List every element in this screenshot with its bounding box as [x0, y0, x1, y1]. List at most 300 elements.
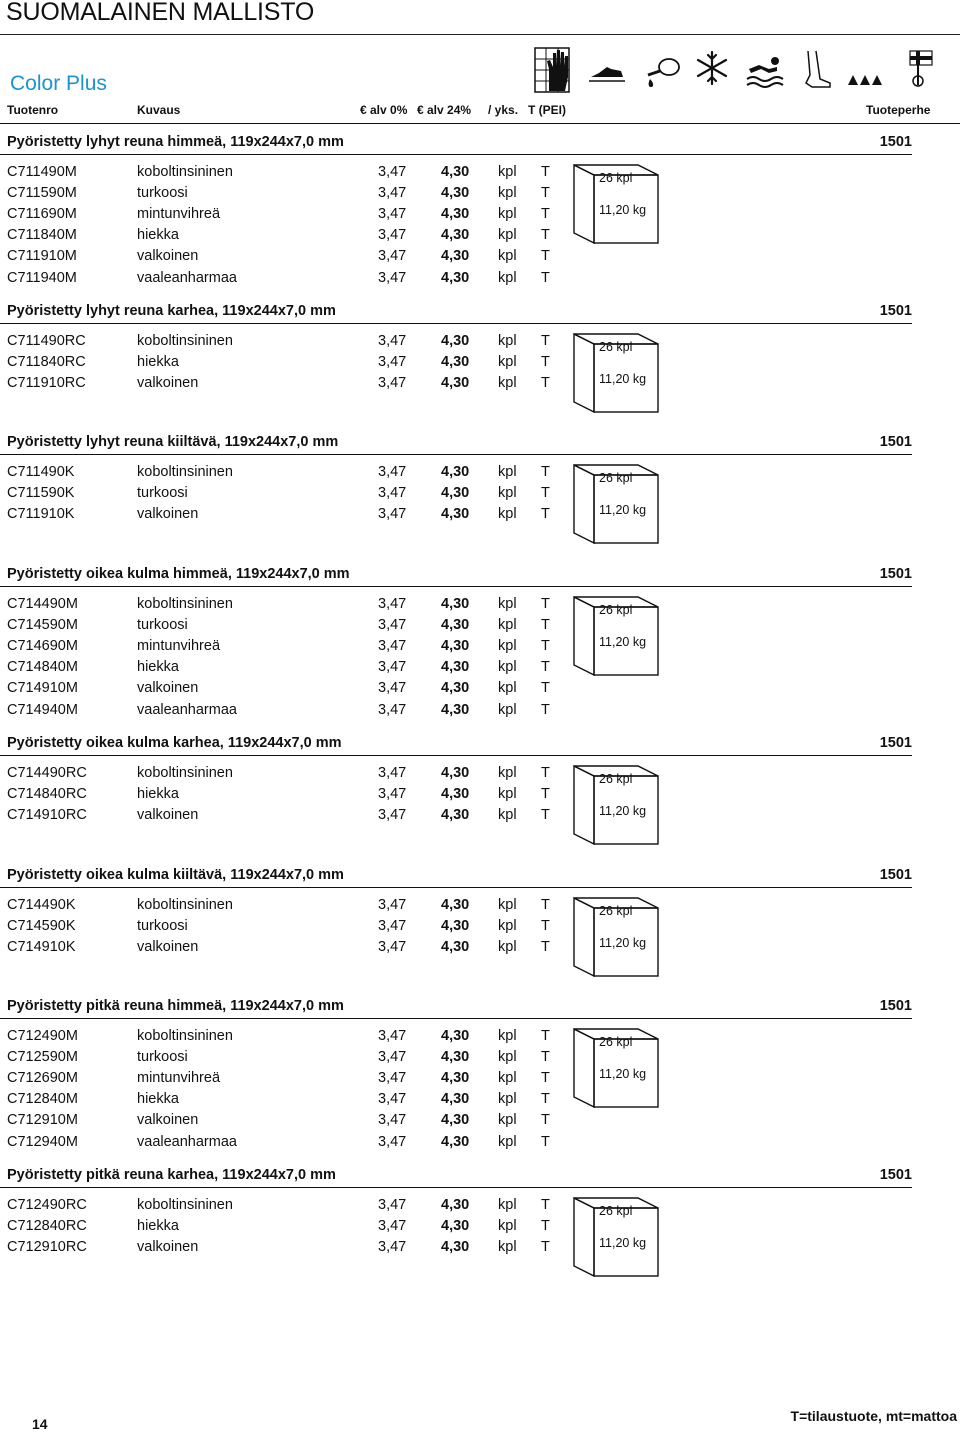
frost-icon [694, 47, 730, 93]
price-vat0: 3,47 [378, 185, 407, 202]
pei-class: T [541, 765, 550, 781]
product-code: C714910K [7, 939, 76, 956]
price-vat24: 4,30 [441, 248, 470, 265]
table-row [0, 464, 560, 485]
unit: kpl [498, 164, 517, 180]
pei-class: T [541, 1070, 550, 1087]
product-code: C712910RC [7, 1239, 87, 1256]
column-header-price-vat24: € alv 24% [417, 103, 472, 117]
price-vat0: 3,47 [378, 1218, 407, 1235]
section-title: Pyöristetty lyhyt reuna karhea, 119x244x7,0 mm [7, 303, 336, 319]
product-description: mintunvihreä [137, 1070, 221, 1087]
pei-class: T [541, 680, 550, 697]
price-vat24: 4,30 [441, 485, 470, 502]
product-description: valkoinen [137, 680, 199, 697]
product-code: C714940M [7, 701, 78, 718]
price-vat24: 4,30 [441, 659, 470, 676]
column-header-description: Kuvaus [137, 103, 181, 117]
header-divider [0, 123, 960, 124]
price-vat24: 4,30 [441, 680, 470, 697]
pei-class: T [541, 1091, 550, 1108]
package-count: 26 kpl [599, 1035, 633, 1049]
price-vat0: 3,47 [378, 206, 407, 223]
table-row [0, 659, 560, 680]
swimming-pool-icon [745, 47, 785, 93]
section-product-family: 1501 [879, 303, 912, 319]
unit: kpl [498, 939, 517, 956]
brand-title: Color Plus [10, 72, 107, 95]
pei-class: T [541, 248, 550, 265]
price-vat0: 3,47 [378, 375, 407, 392]
pei-class: T [541, 638, 550, 655]
table-row [0, 807, 560, 828]
unit: kpl [498, 185, 517, 202]
product-code: C712940M [7, 1133, 78, 1150]
price-vat24: 4,30 [441, 354, 470, 371]
table-row [0, 206, 560, 227]
package-count: 26 kpl [599, 772, 633, 786]
pei-class: T [541, 227, 550, 244]
table-row [0, 164, 560, 185]
table-row [0, 702, 560, 723]
product-description: hiekka [137, 1091, 179, 1108]
product-code: C711690M [7, 206, 77, 223]
unit: kpl [498, 807, 517, 824]
product-description: valkoinen [137, 1239, 199, 1256]
section-title: Pyöristetty lyhyt reuna himmeä, 119x244x7,0 mm [7, 134, 344, 150]
glove-hand-icon [545, 47, 571, 93]
unit: kpl [498, 680, 517, 697]
product-code: C711490RC [7, 333, 86, 349]
page-title: SUOMALAINEN MALLISTO [6, 0, 315, 26]
product-description: koboltinsininen [137, 1197, 233, 1213]
product-description: hiekka [137, 786, 179, 803]
pei-class: T [541, 485, 550, 502]
product-description: koboltinsininen [137, 1028, 233, 1044]
price-vat0: 3,47 [378, 333, 407, 349]
unit: kpl [498, 464, 517, 480]
price-vat24: 4,30 [441, 596, 470, 612]
price-vat24: 4,30 [441, 1239, 470, 1256]
unit: kpl [498, 786, 517, 803]
product-code: C714590K [7, 918, 76, 935]
unit: kpl [498, 1239, 517, 1256]
table-row [0, 680, 560, 701]
package-count: 26 kpl [599, 340, 633, 354]
section-product-family: 1501 [879, 434, 912, 450]
price-vat24: 4,30 [441, 897, 470, 913]
price-vat24: 4,30 [441, 164, 470, 180]
unit: kpl [498, 1028, 517, 1044]
unit: kpl [498, 918, 517, 935]
page-number: 14 [32, 1416, 48, 1432]
price-vat24: 4,30 [441, 701, 470, 718]
finnish-key-flag-icon [902, 47, 938, 93]
price-vat0: 3,47 [378, 807, 407, 824]
product-code: C714590M [7, 617, 78, 634]
package-box [572, 463, 662, 553]
product-description: vaaleanharmaa [137, 1133, 237, 1150]
price-vat0: 3,47 [378, 596, 407, 612]
price-vat24: 4,30 [441, 269, 470, 286]
package-weight: 11,20 kg [599, 1236, 647, 1250]
product-description: valkoinen [137, 248, 199, 265]
unit: kpl [498, 1091, 517, 1108]
unit: kpl [498, 1218, 517, 1235]
price-vat0: 3,47 [378, 1049, 407, 1066]
section-product-family: 1501 [879, 735, 912, 751]
product-code: C714910RC [7, 807, 87, 824]
package-box [572, 764, 662, 854]
price-vat0: 3,47 [378, 918, 407, 935]
table-row [0, 1218, 560, 1239]
product-description: turkoosi [137, 918, 188, 935]
table-row [0, 638, 560, 659]
price-vat0: 3,47 [378, 638, 407, 655]
price-vat24: 4,30 [441, 1070, 470, 1087]
stain-resistance-icon [642, 47, 682, 93]
product-code: C712590M [7, 1049, 78, 1066]
pei-class: T [541, 269, 550, 286]
unit: kpl [498, 638, 517, 655]
product-code: C714690M [7, 638, 78, 655]
product-code: C714840RC [7, 786, 87, 803]
product-description: koboltinsininen [137, 897, 233, 913]
shoe-slip-icon [589, 47, 625, 93]
product-code: C712490M [7, 1028, 78, 1044]
section-product-family: 1501 [879, 998, 912, 1014]
price-vat24: 4,30 [441, 375, 470, 392]
unit: kpl [498, 354, 517, 371]
package-count: 26 kpl [599, 1204, 633, 1218]
product-description: mintunvihreä [137, 206, 221, 223]
product-description: valkoinen [137, 506, 199, 523]
product-code: C714490RC [7, 765, 87, 781]
unit: kpl [498, 1070, 517, 1087]
price-vat24: 4,30 [441, 1049, 470, 1066]
table-row [0, 506, 560, 527]
section-product-family: 1501 [879, 1167, 912, 1183]
pei-class: T [541, 659, 550, 676]
product-description: turkoosi [137, 617, 188, 634]
product-description: koboltinsininen [137, 164, 233, 180]
price-vat24: 4,30 [441, 918, 470, 935]
unit: kpl [498, 1112, 517, 1129]
price-vat0: 3,47 [378, 1239, 407, 1256]
product-description: turkoosi [137, 485, 188, 502]
section-header [0, 433, 912, 455]
product-code: C711490M [7, 164, 77, 180]
pei-class: T [541, 1197, 550, 1213]
pei-class: T [541, 185, 550, 202]
package-weight: 11,20 kg [599, 936, 647, 950]
price-vat24: 4,30 [441, 939, 470, 956]
abrasion-triangles-icon [846, 47, 886, 93]
package-count: 26 kpl [599, 904, 633, 918]
price-vat0: 3,47 [378, 1070, 407, 1087]
section-title: Pyöristetty pitkä reuna himmeä, 119x244x7,0 mm [7, 998, 344, 1014]
product-code: C711490K [7, 464, 75, 480]
unit: kpl [498, 506, 517, 523]
section-header [0, 1166, 912, 1188]
price-vat0: 3,47 [378, 354, 407, 371]
pei-class: T [541, 1112, 550, 1129]
pei-class: T [541, 375, 550, 392]
title-divider [0, 34, 960, 35]
pei-class: T [541, 1049, 550, 1066]
product-code: C714840M [7, 659, 78, 676]
price-vat0: 3,47 [378, 897, 407, 913]
price-vat0: 3,47 [378, 485, 407, 502]
table-row [0, 1239, 560, 1260]
column-header-price-vat0: € alv 0% [360, 103, 408, 117]
column-header-product-family: Tuoteperhe [866, 103, 931, 117]
section-title: Pyöristetty pitkä reuna karhea, 119x244x7,0 mm [7, 1167, 336, 1183]
price-vat0: 3,47 [378, 248, 407, 265]
package-box [572, 332, 662, 422]
product-code: C714490K [7, 897, 76, 913]
price-vat24: 4,30 [441, 638, 470, 655]
price-vat0: 3,47 [378, 786, 407, 803]
package-count: 26 kpl [599, 471, 633, 485]
section-header [0, 734, 912, 756]
table-row [0, 227, 560, 248]
product-description: turkoosi [137, 185, 188, 202]
product-code: C711910RC [7, 375, 86, 392]
product-code: C711910M [7, 248, 77, 265]
unit: kpl [498, 596, 517, 612]
product-description: valkoinen [137, 807, 199, 824]
section-title: Pyöristetty lyhyt reuna kiiltävä, 119x244x7,0 mm [7, 434, 339, 450]
pei-class: T [541, 596, 550, 612]
table-row [0, 786, 560, 807]
package-weight: 11,20 kg [599, 1067, 647, 1081]
product-description: hiekka [137, 659, 179, 676]
pei-class: T [541, 333, 550, 349]
package-weight: 11,20 kg [599, 203, 647, 217]
package-box [572, 896, 662, 986]
footnote: T=tilaustuote, mt=mattoa [790, 1408, 957, 1424]
product-description: koboltinsininen [137, 596, 233, 612]
table-row [0, 1028, 560, 1049]
section-header [0, 565, 912, 587]
unit: kpl [498, 485, 517, 502]
price-vat24: 4,30 [441, 617, 470, 634]
product-code: C712840M [7, 1091, 78, 1108]
table-row [0, 1197, 560, 1218]
pei-class: T [541, 354, 550, 371]
product-description: vaaleanharmaa [137, 269, 237, 286]
section-header [0, 997, 912, 1019]
unit: kpl [498, 227, 517, 244]
unit: kpl [498, 248, 517, 265]
price-vat0: 3,47 [378, 1091, 407, 1108]
package-count: 26 kpl [599, 171, 633, 185]
section-title: Pyöristetty oikea kulma karhea, 119x244x7,0 mm [7, 735, 342, 751]
price-vat24: 4,30 [441, 1133, 470, 1150]
section-header [0, 133, 912, 155]
table-row [0, 248, 560, 269]
table-row [0, 918, 560, 939]
price-vat0: 3,47 [378, 227, 407, 244]
unit: kpl [498, 375, 517, 392]
price-vat0: 3,47 [378, 1197, 407, 1213]
table-row [0, 897, 560, 918]
product-description: mintunvihreä [137, 638, 221, 655]
table-row [0, 270, 560, 291]
pei-class: T [541, 918, 550, 935]
pei-class: T [541, 1218, 550, 1235]
table-row [0, 354, 560, 375]
package-weight: 11,20 kg [599, 635, 647, 649]
product-description: turkoosi [137, 1049, 188, 1066]
product-code: C712490RC [7, 1197, 87, 1213]
product-code: C712910M [7, 1112, 78, 1129]
package-weight: 11,20 kg [599, 804, 647, 818]
package-box [572, 1196, 662, 1286]
section-product-family: 1501 [879, 134, 912, 150]
price-vat0: 3,47 [378, 164, 407, 180]
unit: kpl [498, 897, 517, 913]
column-header-pei: T (PEI) [528, 103, 566, 117]
section-title: Pyöristetty oikea kulma himmeä, 119x244x7,0 mm [7, 566, 350, 582]
product-code: C712690M [7, 1070, 78, 1087]
package-box [572, 1027, 662, 1117]
package-box [572, 163, 662, 253]
section-header [0, 866, 912, 888]
price-vat24: 4,30 [441, 1091, 470, 1108]
product-description: koboltinsininen [137, 333, 233, 349]
pei-class: T [541, 464, 550, 480]
product-description: hiekka [137, 227, 179, 244]
pei-class: T [541, 786, 550, 803]
section-header [0, 302, 912, 324]
section-title: Pyöristetty oikea kulma kiiltävä, 119x244x7,0 mm [7, 867, 344, 883]
product-description: hiekka [137, 1218, 179, 1235]
table-row [0, 1070, 560, 1091]
product-code: C714490M [7, 596, 78, 612]
table-row [0, 1112, 560, 1133]
product-code: C711840M [7, 227, 77, 244]
price-vat0: 3,47 [378, 1112, 407, 1129]
section-product-family: 1501 [879, 867, 912, 883]
price-vat0: 3,47 [378, 659, 407, 676]
price-vat0: 3,47 [378, 701, 407, 718]
product-code: C711590M [7, 185, 77, 202]
product-code: C711590K [7, 485, 75, 502]
price-vat24: 4,30 [441, 227, 470, 244]
unit: kpl [498, 617, 517, 634]
table-row [0, 765, 560, 786]
pei-class: T [541, 807, 550, 824]
price-vat0: 3,47 [378, 1028, 407, 1044]
product-description: valkoinen [137, 1112, 199, 1129]
price-vat24: 4,30 [441, 506, 470, 523]
unit: kpl [498, 1133, 517, 1150]
price-vat24: 4,30 [441, 1197, 470, 1213]
section-product-family: 1501 [879, 566, 912, 582]
unit: kpl [498, 1197, 517, 1213]
product-description: valkoinen [137, 375, 199, 392]
table-row [0, 185, 560, 206]
product-description: vaaleanharmaa [137, 701, 237, 718]
product-code: C711910K [7, 506, 75, 523]
unit: kpl [498, 659, 517, 676]
pei-class: T [541, 701, 550, 718]
price-vat0: 3,47 [378, 269, 407, 286]
price-vat0: 3,47 [378, 1133, 407, 1150]
pei-class: T [541, 939, 550, 956]
column-header-unit: / yks. [488, 103, 519, 117]
price-vat0: 3,47 [378, 617, 407, 634]
table-row [0, 939, 560, 960]
product-code: C711940M [7, 269, 77, 286]
pei-class: T [541, 1239, 550, 1256]
package-box [572, 595, 662, 685]
price-vat24: 4,30 [441, 1028, 470, 1044]
product-code: C712840RC [7, 1218, 87, 1235]
price-vat24: 4,30 [441, 206, 470, 223]
package-weight: 11,20 kg [599, 503, 647, 517]
pei-class: T [541, 617, 550, 634]
table-row [0, 1134, 560, 1155]
product-description: koboltinsininen [137, 464, 233, 480]
product-description: koboltinsininen [137, 765, 233, 781]
unit: kpl [498, 1049, 517, 1066]
table-row [0, 617, 560, 638]
table-row [0, 1091, 560, 1112]
unit: kpl [498, 333, 517, 349]
table-row [0, 485, 560, 506]
pei-class: T [541, 1133, 550, 1150]
table-row [0, 1049, 560, 1070]
table-row [0, 375, 560, 396]
pei-class: T [541, 1028, 550, 1044]
price-vat24: 4,30 [441, 1218, 470, 1235]
price-vat24: 4,30 [441, 786, 470, 803]
unit: kpl [498, 765, 517, 781]
package-weight: 11,20 kg [599, 372, 647, 386]
pei-class: T [541, 897, 550, 913]
price-vat24: 4,30 [441, 185, 470, 202]
column-header-code: Tuotenro [7, 103, 59, 117]
price-vat24: 4,30 [441, 333, 470, 349]
unit: kpl [498, 701, 517, 718]
table-row [0, 333, 560, 354]
pei-class: T [541, 506, 550, 523]
price-vat0: 3,47 [378, 765, 407, 781]
barefoot-icon [798, 47, 834, 93]
package-count: 26 kpl [599, 603, 633, 617]
product-description: valkoinen [137, 939, 199, 956]
price-vat24: 4,30 [441, 765, 470, 781]
price-vat0: 3,47 [378, 506, 407, 523]
pei-class: T [541, 206, 550, 223]
price-vat0: 3,47 [378, 939, 407, 956]
price-vat24: 4,30 [441, 1112, 470, 1129]
product-description: hiekka [137, 354, 179, 371]
price-vat0: 3,47 [378, 464, 407, 480]
table-row [0, 596, 560, 617]
unit: kpl [498, 206, 517, 223]
pei-class: T [541, 164, 550, 180]
product-code: C714910M [7, 680, 78, 697]
price-vat24: 4,30 [441, 464, 470, 480]
product-code: C711840RC [7, 354, 86, 371]
price-vat0: 3,47 [378, 680, 407, 697]
price-vat24: 4,30 [441, 807, 470, 824]
unit: kpl [498, 269, 517, 286]
